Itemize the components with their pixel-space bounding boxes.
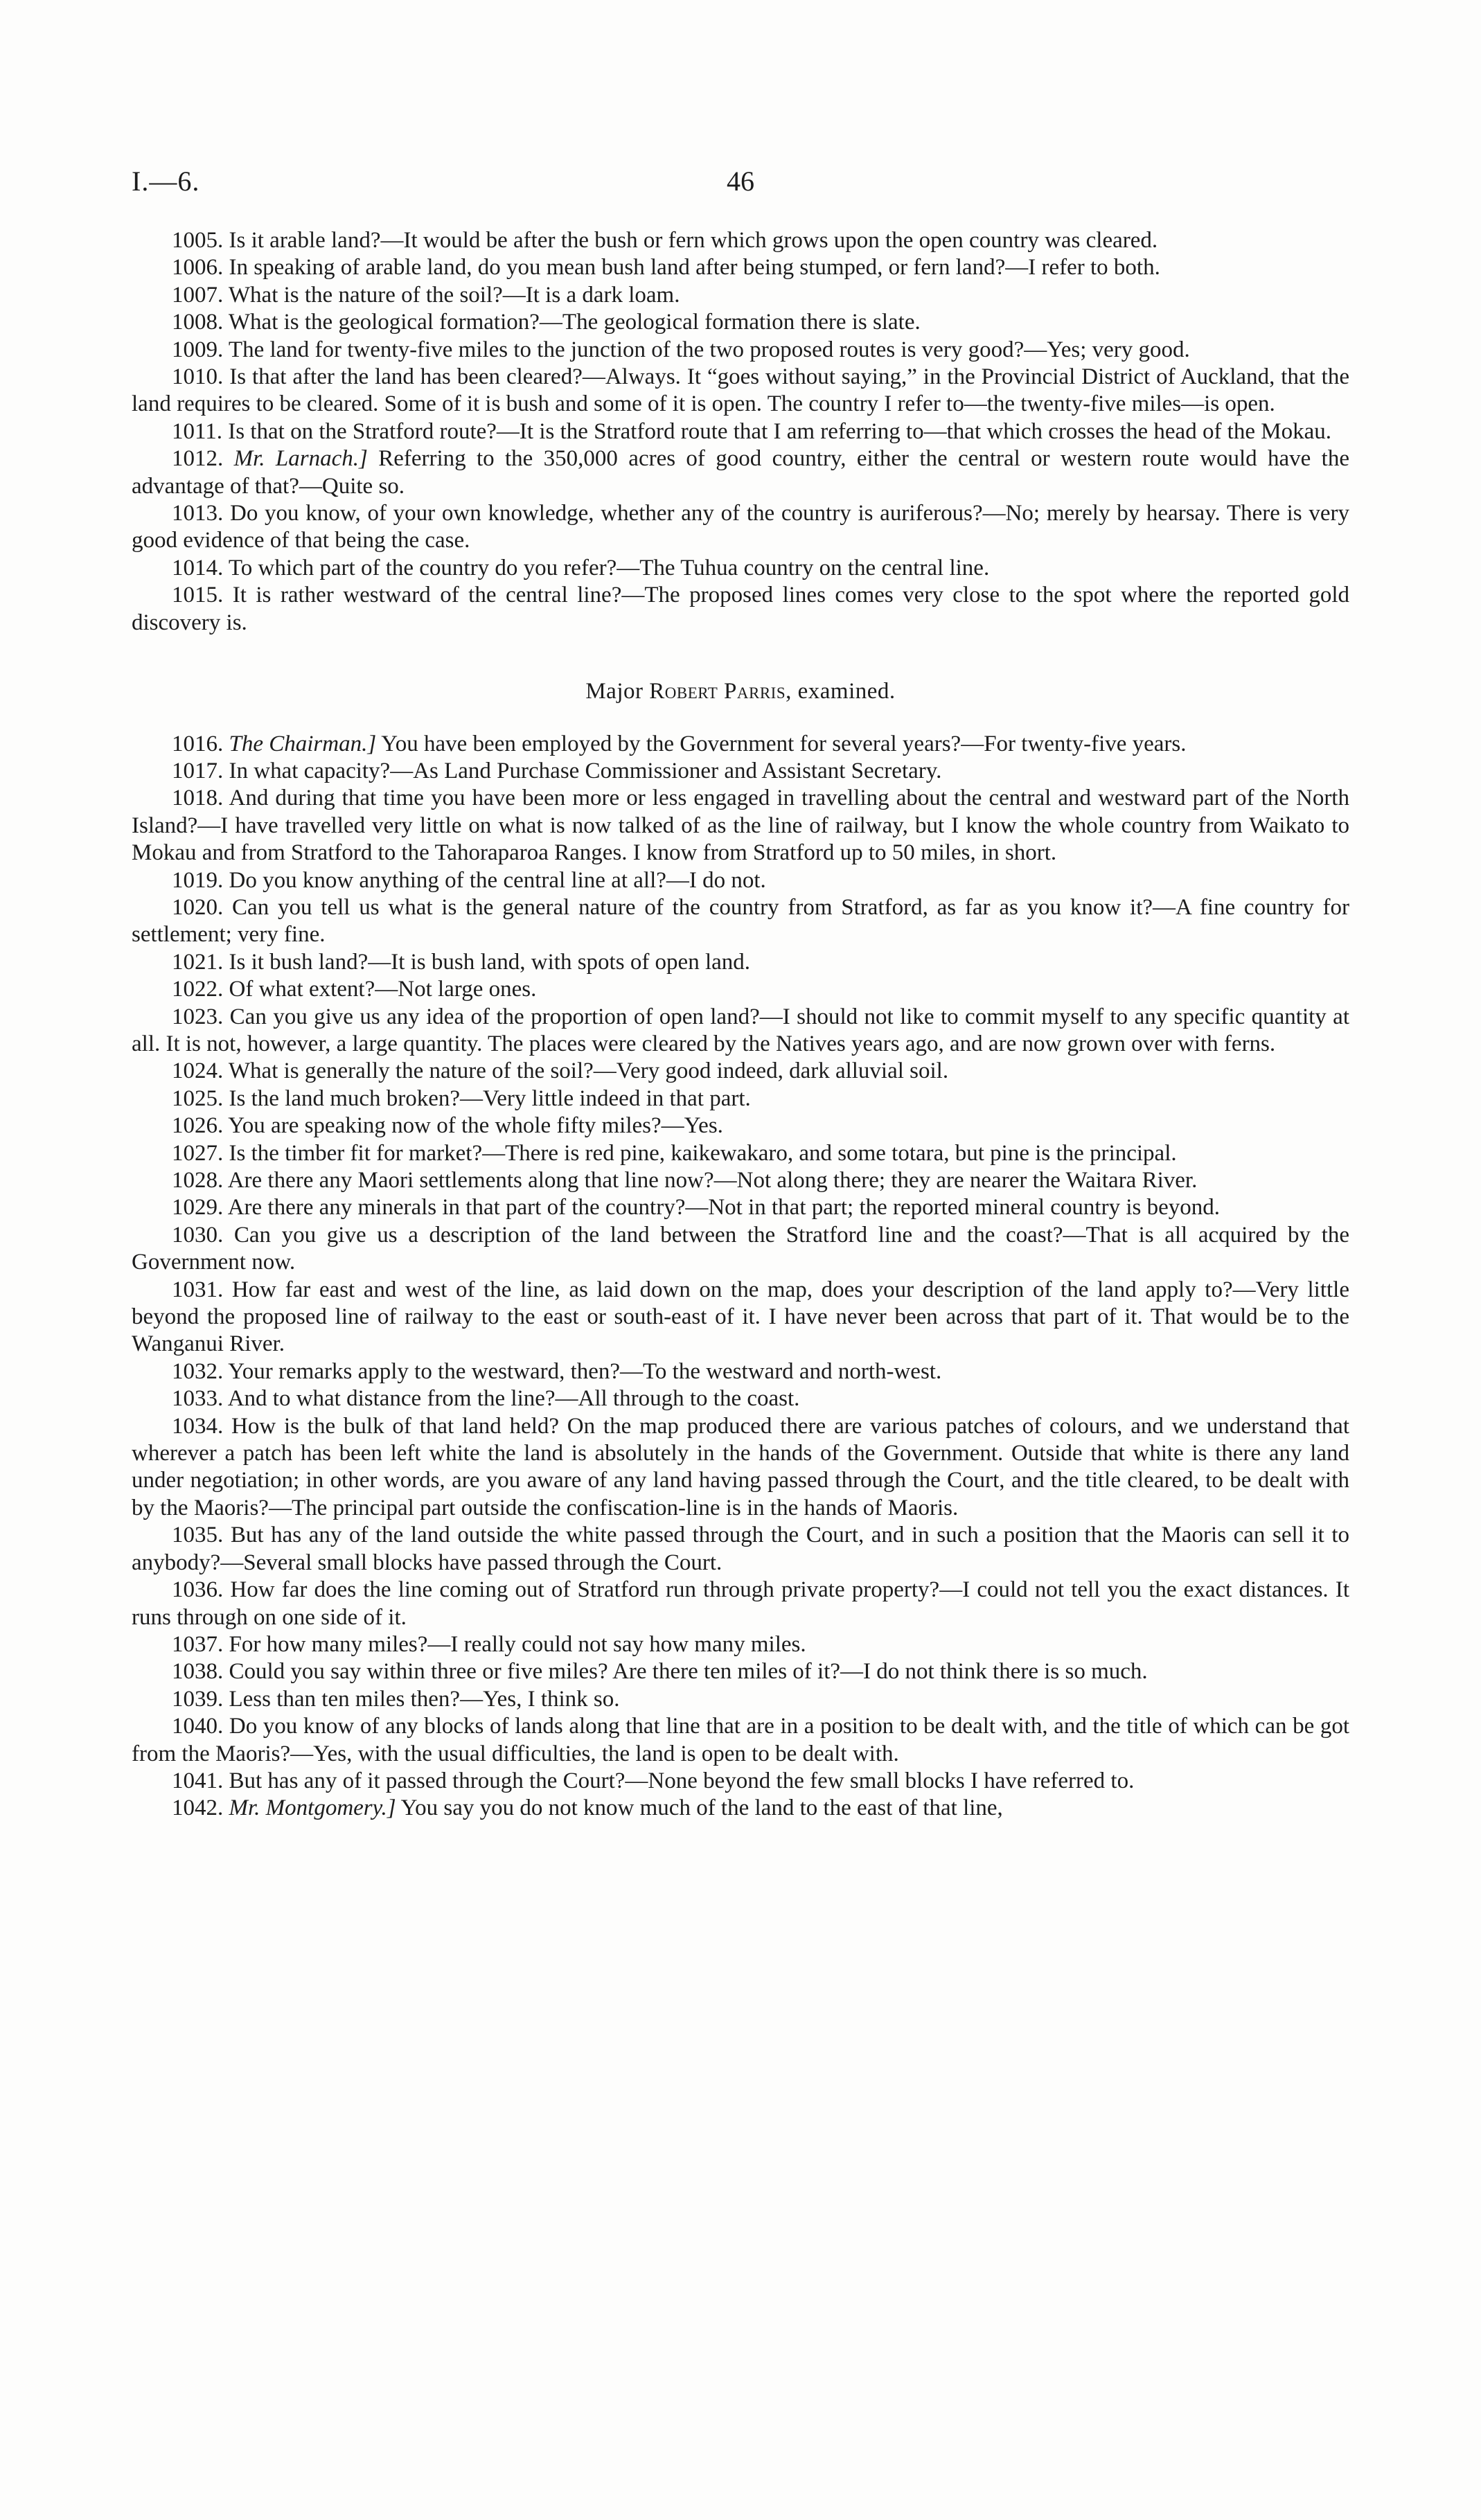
question-text: What is the nature of the soil?—It is a dark loam. [228,282,680,308]
question-number: 1032. [172,1358,224,1384]
document-reference: I.—6. [132,166,200,197]
question-text: You say you do not know much of the land to the east of that line, [400,1795,1003,1821]
question-number: 1011. [172,418,223,444]
question-answer [132,364,1349,418]
question-answer [132,1522,1349,1577]
question-number: 1038. [172,1659,224,1685]
question-number: 1016. [172,731,224,756]
question-number: 1015. [172,583,224,608]
question-number: 1033. [172,1386,224,1412]
question-answer [132,1577,1349,1631]
question-text: And to what distance from the line?—All through to the coast. [227,1386,800,1412]
evidence-block-1 [132,227,1349,637]
question-answer [132,1222,1349,1277]
question-text: Is the land much broken?—Very little indeed in that part. [229,1085,751,1111]
question-answer [132,1004,1349,1058]
question-text: In speaking of arable land, do you mean bush land after being stumped, or fern land?—I refer to both. [229,255,1160,281]
speaker-name: Mr. Larnach.] [233,446,368,472]
question-number: 1026. [172,1113,224,1139]
question-number: 1039. [172,1686,224,1712]
question-answer [132,254,1349,281]
question-answer [132,445,1349,500]
question-number: 1031. [172,1277,224,1302]
question-answer [132,418,1349,445]
question-number: 1018. [172,786,224,811]
question-number: 1025. [172,1085,224,1111]
question-answer [132,894,1349,949]
question-text: Can you tell us what is the general nature of the country from Stratford, as far as you know it?—A fine country for settlement; very fine. [132,894,1349,948]
question-answer [132,337,1349,364]
question-number: 1022. [172,977,224,1002]
speaker-name: Mr. Montgomery.] [229,1795,396,1821]
question-number: 1023. [172,1004,224,1029]
question-text: The land for twenty-five miles to the junction of the two proposed routes is very good?—Yes; very good. [228,337,1190,362]
question-answer [132,758,1349,785]
question-answer [132,1058,1349,1085]
question-number: 1005. [172,228,224,253]
witness-heading-suffix: , examined. [786,679,896,704]
question-answer [132,1167,1349,1194]
question-answer [132,1140,1349,1167]
question-text: Of what extent?—Not large ones. [229,977,537,1002]
question-text: How is the bulk of that land held? On the map produced there are various patches of colours, and we understand that wherever a patch has been left white the land is absolutely in the hands of the Government. Outside that white is there any land under negotiation; in other words, are you aware of any land having passed through the Court, and the title cleared, to be dealt with by the Maoris?—The principal part outside the confiscation-line is in the hands of Maoris. [132,1413,1349,1520]
question-number: 1021. [172,949,224,975]
question-text: And during that time you have been more or less engaged in travelling about the central and westward part of the North Island?—I have travelled very little on what is now talked of as the line of railway, but I know the whole country from Waikato to Mokau and from Stratford to the Tahoraparoa Ranges. I know from Stratford up to 50 miles, in short. [132,786,1349,866]
question-text: Your remarks apply to the westward, then?—To the westward and north-west. [228,1358,942,1384]
page-number: 46 [727,166,754,197]
question-text: But has any of the land outside the white passed through the Court, and in such a position that the Maoris can sell it to anybody?—Several small blocks have passed through the Court. [132,1523,1349,1575]
question-text: Is it arable land?—It would be after the bush or fern which grows upon the open country was cleared. [229,228,1158,253]
question-number: 1027. [172,1140,224,1166]
question-number: 1006. [172,255,224,281]
question-number: 1030. [172,1222,224,1248]
question-answer [132,1795,1349,1822]
question-number: 1028. [172,1168,224,1193]
page-header [132,165,1349,206]
question-text: Do you know of any blocks of lands along that line that are in a position to be dealt with, and the title of which can be got from the Maoris?—Yes, with the usual difficulties, the land is open to be dealt with. [132,1714,1349,1766]
question-number: 1020. [172,894,224,920]
question-number: 1029. [172,1195,224,1221]
question-number: 1042. [172,1795,224,1821]
question-answer [132,1194,1349,1221]
question-answer [132,582,1349,637]
question-number: 1019. [172,867,224,893]
question-answer [132,500,1349,555]
question-number: 1014. [172,555,224,580]
question-answer [132,1085,1349,1112]
question-number: 1008. [172,310,224,335]
question-text: Could you say within three or five miles? Are there ten miles of it?—I do not think there is so much. [229,1659,1148,1685]
question-text: Referring to the 350,000 acres of good country, either the central or western route would have the advantage of that?—Quite so. [132,446,1349,499]
question-text: Less than ten miles then?—Yes, I think so. [229,1686,620,1712]
question-answer [132,1358,1349,1385]
question-number: 1013. [172,501,224,526]
question-answer [132,1385,1349,1412]
question-answer [132,1713,1349,1768]
witness-title: Major [585,679,644,704]
question-text: Is the timber fit for market?—There is red pine, kaikewakaro, and some totara, but pine is the principal. [229,1140,1177,1166]
question-answer [132,1686,1349,1713]
question-text: Are there any Maori settlements along that line now?—Not along there; they are nearer the Waitara River. [227,1168,1198,1193]
question-text: Is that after the land has been cleared?—Always. It “goes without saying,” in the Provincial District of Auckland, that the land requires to be cleared. Some of it is bush and some of it is open. The country I refer to—the twenty-five miles—is open. [132,364,1350,417]
question-answer [132,1413,1349,1523]
question-answer [132,1277,1349,1358]
question-text: You are speaking now of the whole fifty miles?—Yes. [228,1113,723,1139]
question-answer [132,731,1349,758]
question-text: To which part of the country do you refer?—The Tuhua country on the central line. [228,555,990,580]
witness-heading [132,678,1349,705]
question-text: What is generally the nature of the soil?—Very good indeed, dark alluvial soil. [228,1058,949,1084]
question-text: How far does the line coming out of Stratford run through private property?—I could not tell you the exact distances. It runs through on one side of it. [132,1577,1349,1630]
question-number: 1034. [172,1413,224,1439]
question-text: How far east and west of the line, as laid down on the map, does your description of the land apply to?—Very little beyond the proposed line of railway to the east or south-east of it. I have never been across that part of it. That would be to the Wanganui River. [132,1277,1349,1357]
question-number: 1036. [172,1577,224,1603]
question-text: In what capacity?—As Land Purchase Commissioner and Assistant Secretary. [229,758,942,783]
witness-name: Robert Parris [649,679,786,704]
question-number: 1009. [172,337,224,362]
question-answer [132,282,1349,309]
question-number: 1041. [172,1768,224,1793]
question-text: It is rather westward of the central line?—The proposed lines comes very close to the spot where the reported gold discovery is. [132,583,1349,635]
question-text: What is the geological formation?—The geological formation there is slate. [228,310,921,335]
question-number: 1017. [172,758,224,783]
question-text: Can you give us any idea of the proportion of open land?—I should not like to commit myself to any specific quantity at all. It is not, however, a large quantity. The places were cleared by the Natives years ago, and are now grown over with ferns. [132,1004,1349,1056]
question-answer [132,1658,1349,1685]
question-answer [132,227,1349,254]
page-body [132,227,1349,1822]
question-number: 1010. [172,364,224,390]
question-answer [132,976,1349,1003]
question-text: Is it bush land?—It is bush land, with spots of open land. [229,949,751,975]
question-text: For how many miles?—I really could not say how many miles. [229,1631,806,1657]
question-number: 1012. [172,446,224,472]
question-text: Are there any minerals in that part of the country?—Not in that part; the reported mineral country is beyond. [227,1195,1220,1221]
question-answer [132,309,1349,336]
question-text: But has any of it passed through the Court?—None beyond the few small blocks I have referred to. [229,1768,1135,1793]
question-answer [132,785,1349,867]
question-answer [132,867,1349,894]
question-answer [132,949,1349,976]
question-number: 1037. [172,1631,224,1657]
question-text: Do you know anything of the central line at all?—I do not. [229,867,766,893]
question-answer [132,1631,1349,1658]
question-text: Is that on the Stratford route?—It is the Stratford route that I am referring to—that which crosses the head of the Mokau. [228,418,1331,444]
question-text: You have been employed by the Government for several years?—For twenty-five years. [381,731,1187,756]
question-answer [132,1768,1349,1795]
evidence-block-2 [132,731,1349,1822]
question-answer [132,1112,1349,1139]
question-number: 1024. [172,1058,224,1084]
question-text: Can you give us a description of the land between the Stratford line and the coast?—That is all acquired by the Government now. [132,1222,1350,1275]
question-number: 1007. [172,282,224,308]
question-number: 1040. [172,1714,224,1739]
speaker-name: The Chairman.] [229,731,377,756]
question-text: Do you know, of your own knowledge, whether any of the country is auriferous?—No; merely by hearsay. There is very good evidence of that being the case. [132,501,1349,553]
question-number: 1035. [172,1523,224,1548]
question-answer [132,555,1349,582]
